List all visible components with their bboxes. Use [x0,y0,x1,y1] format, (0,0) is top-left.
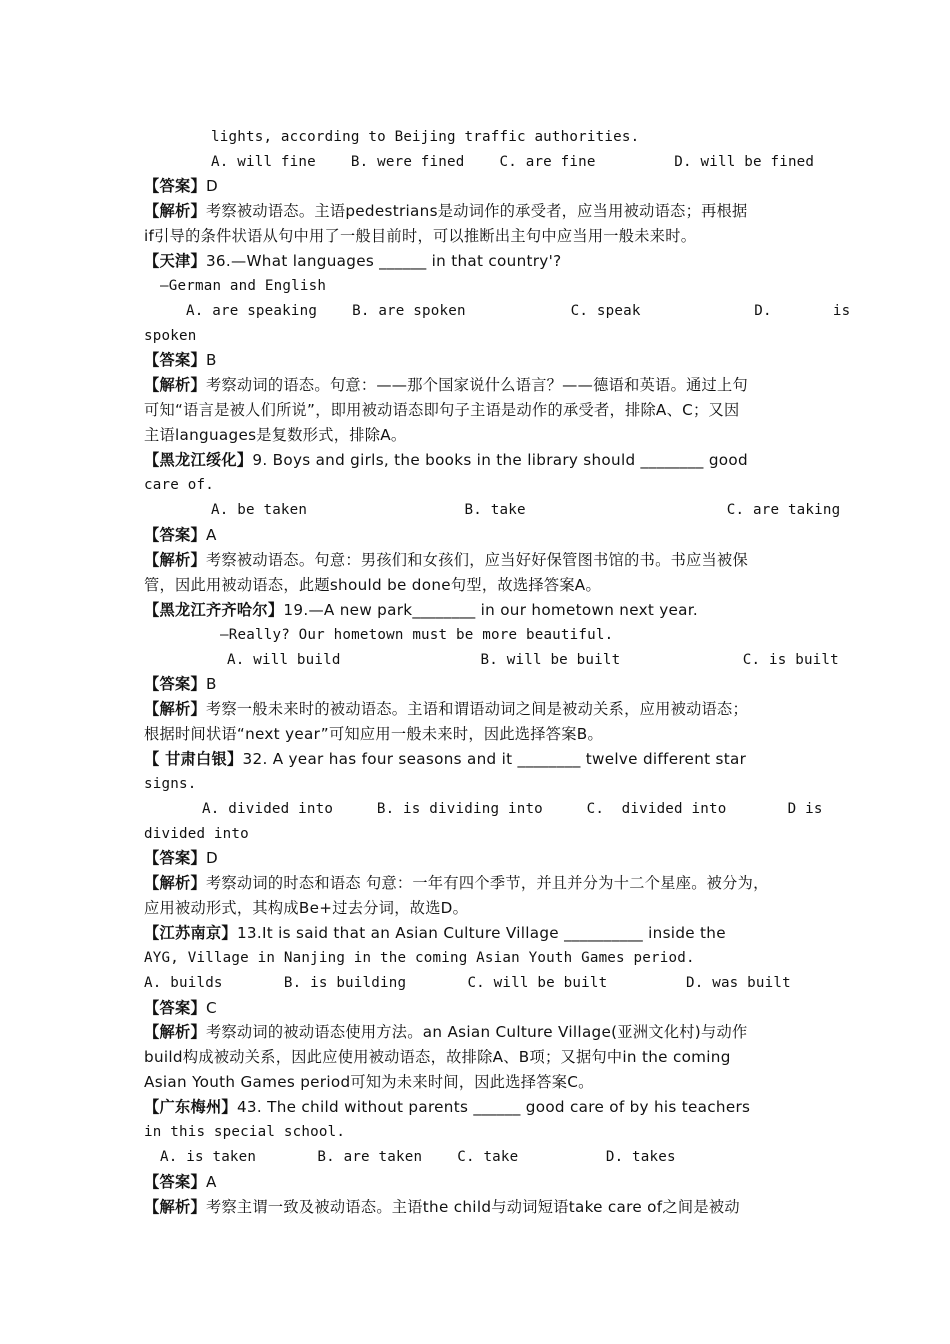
line-text: B [205,675,217,693]
line-text: spoken [144,328,197,344]
text-line [144,848,218,868]
section-label: 【广东梅州】 [144,1098,237,1116]
section-label: 【答案】 [144,849,206,867]
line-text: in this special school. [144,1124,346,1140]
text-line [227,650,839,670]
text-line [144,450,748,470]
section-label: 【解析】 [144,700,206,718]
text-line [144,1072,594,1092]
line-text: 考察动词的时态和语态 句意：一年有四个季节，并且并分为十二个星座。被分为， [205,874,769,892]
text-line [144,226,696,246]
line-text: 考察动词的被动语态使用方法。an Asian Culture Village(亚洲文化村)与动作 [205,1023,748,1041]
text-line [144,550,748,570]
line-text: 19.—A new park________ in our hometown next year. [283,601,699,619]
section-label: 【答案】 [144,177,206,195]
line-text: A. be taken B. take C. are taking [211,502,841,518]
line-text: 考察被动语态。句意：男孩们和女孩们，应当好好保管图书馆的书。书应当被保 [205,551,749,569]
line-text: A. are speaking B. are spoken C. speak D. is [186,303,851,319]
text-line [144,1097,750,1117]
line-text: lights, according to Beijing traffic authorities. [211,129,640,145]
line-text: A. will fine B. were fined C. are fine D. will be fined [211,154,815,170]
line-text: 考察一般未来时的被动语态。主语和谓语动词之间是被动关系，应用被动语态； [205,700,749,718]
line-text: 可知“语言是被人们所说”，即用被动语态即句子主语是动作的承受者，排除A、C；又因 [144,401,740,419]
text-line [144,699,748,719]
text-line [144,973,791,993]
text-line [211,152,814,172]
section-label: 【解析】 [144,1023,206,1041]
text-line [144,724,603,744]
text-line [144,425,406,445]
text-line [144,1047,731,1067]
line-text: if引导的条件状语从句中用了一般目前时，可以推断出主句中应当用一般未来时。 [144,227,697,245]
line-text: care of. [144,477,214,493]
section-label: 【答案】 [144,999,206,1017]
section-label: 【答案】 [144,351,206,369]
text-line [144,201,748,221]
line-text: 根据时间状语“next year”可知应用一般未来时，因此选择答案B。 [144,725,603,743]
text-line [144,326,196,346]
text-line [144,575,601,595]
line-text: 管，因此用被动语态，此题should be done句型，故选择答案A。 [144,576,601,594]
line-text: B [205,351,217,369]
text-line [144,375,748,395]
text-line [144,1122,345,1142]
section-label: 【答案】 [144,1173,206,1191]
section-label: 【答案】 [144,526,206,544]
text-line [144,600,698,620]
section-label: 【解析】 [144,874,206,892]
text-line [144,1172,217,1192]
line-text: 考察主谓一致及被动语态。主语the child与动词短语take care of之间是被动 [205,1198,740,1216]
section-label: 【解析】 [144,202,206,220]
text-line [144,998,217,1018]
line-text: A. will build B. will be built C. is built [227,652,839,668]
section-label: 【解析】 [144,376,206,394]
section-label: 【解析】 [144,1198,206,1216]
text-line [202,799,823,819]
line-text: AYG, Village in Nanjing in the coming Asian Youth Games period. [144,950,695,966]
line-text: A. builds B. is building C. will be built D. was built [144,975,791,991]
line-text: A [205,526,217,544]
line-text: 主语languages是复数形式，排除A。 [144,426,407,444]
text-line [144,176,218,196]
text-line [160,1147,676,1167]
text-line [144,400,739,420]
line-text: A. divided into B. is dividing into C. divided into D is [202,801,823,817]
text-line [144,475,214,495]
section-label: 【解析】 [144,551,206,569]
text-line [211,127,639,147]
text-line [144,749,746,769]
section-label: 【天津】 [144,252,206,270]
line-text: —German and English [160,278,327,294]
text-line [186,301,850,321]
line-text: D [205,849,218,867]
text-line [144,898,468,918]
text-line [144,923,726,943]
line-text: build构成被动关系，因此应使用被动语态，故排除A、B项；又据句中in the coming [144,1048,731,1066]
text-line [144,873,769,893]
line-text: divided into [144,826,249,842]
line-text: 考察动词的语态。句意：——那个国家说什么语言？——德语和英语。通过上句 [205,376,749,394]
section-label: 【答案】 [144,675,206,693]
text-line [144,674,217,694]
line-text: 36.—What languages ______ in that country'? [205,252,562,270]
text-line [144,774,196,794]
line-text: signs. [144,776,197,792]
line-text: 13.It is said that an Asian Culture Village __________ inside the [236,924,726,942]
section-label: 【黑龙江绥化】 [144,451,253,469]
line-text: A. is taken B. are taken C. take D. takes [160,1149,676,1165]
line-text: —Really? Our hometown must be more beautiful. [220,627,614,643]
text-line [144,948,695,968]
text-line [144,824,249,844]
line-text: 32. A year has four seasons and it ________ twelve different star [242,750,747,768]
line-text: C [205,999,217,1017]
line-text: D [205,177,218,195]
text-line [211,500,840,520]
section-label: 【 甘肃白银】 [144,750,243,768]
line-text: 考察被动语态。主语pedestrians是动词作的承受者，应当用被动语态；再根据 [205,202,748,220]
text-line [144,1022,748,1042]
text-line [144,251,561,271]
section-label: 【江苏南京】 [144,924,237,942]
line-text: Asian Youth Games period可知为未来时间，因此选择答案C。 [144,1073,594,1091]
line-text: 9. Boys and girls, the books in the library should ________ good [252,451,748,469]
line-text: 43. The child without parents ______ good care of by his teachers [236,1098,751,1116]
line-text: A [205,1173,217,1191]
section-label: 【黑龙江齐齐哈尔】 [144,601,284,619]
text-line [144,525,217,545]
text-line [144,1197,740,1217]
line-text: 应用被动形式，其构成Be+过去分词，故选D。 [144,899,469,917]
text-line [144,350,217,370]
text-line [220,625,613,645]
text-line [160,276,326,296]
